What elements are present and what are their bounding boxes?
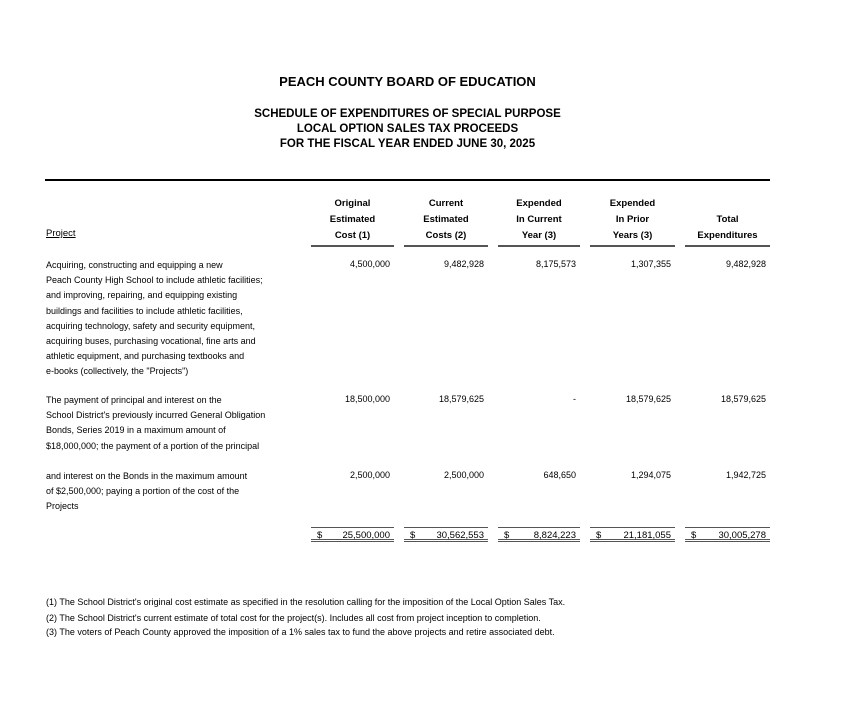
total-amount: 30,562,553 bbox=[436, 530, 484, 541]
subtitle-line: SCHEDULE OF EXPENDITURES OF SPECIAL PURPOSE bbox=[254, 108, 561, 120]
description-line: The payment of principal and interest on the bbox=[46, 395, 222, 405]
description-line: Bonds, Series 2019 in a maximum amount of bbox=[46, 425, 226, 436]
footnote-3: (3) The voters of Peach County approved the imposition of a 1% sales tax to fund the above projects and retire associated debt. bbox=[46, 627, 555, 637]
total-amount: 25,500,000 bbox=[342, 530, 390, 541]
total-cell bbox=[498, 527, 580, 542]
amount-cell: - bbox=[573, 394, 576, 404]
column-header bbox=[590, 196, 675, 247]
currency-symbol: $ bbox=[691, 530, 697, 541]
description-line: of $2,500,000; paying a portion of the cost of the bbox=[46, 486, 240, 497]
divider bbox=[45, 179, 770, 181]
amount-cell: 4,500,000 bbox=[349, 259, 390, 269]
amount-cell: 18,579,625 bbox=[625, 394, 671, 404]
description-line: $18,000,000; the payment of a portion of the principal bbox=[46, 440, 260, 451]
description-line: buildings and facilities to include athletic facilities, bbox=[46, 305, 243, 316]
currency-symbol: $ bbox=[317, 530, 323, 541]
column-header bbox=[311, 196, 394, 247]
description-line: and improving, repairing, and equipping existing bbox=[46, 290, 238, 301]
total-cell bbox=[590, 527, 675, 542]
column-header-line: Original bbox=[334, 198, 371, 209]
organization-title: PEACH COUNTY BOARD OF EDUCATION bbox=[279, 74, 536, 89]
column-header-line: Estimated bbox=[423, 214, 469, 225]
column-header-line bbox=[685, 196, 770, 212]
subtitle-line: LOCAL OPTION SALES TAX PROCEEDS bbox=[296, 123, 519, 135]
amount-cell: 9,482,928 bbox=[725, 259, 766, 269]
amount-cell: 8,175,573 bbox=[535, 259, 576, 269]
total-amount: 21,181,055 bbox=[623, 530, 671, 541]
column-header-line: Expended bbox=[609, 198, 656, 209]
amount-cell: 1,942,725 bbox=[725, 470, 766, 480]
column-header-line: Expenditures bbox=[697, 230, 758, 241]
total-amount: 30,005,278 bbox=[718, 530, 766, 541]
total-cell bbox=[404, 527, 488, 542]
column-header bbox=[685, 196, 770, 247]
currency-symbol: $ bbox=[596, 530, 602, 541]
footnote-2: (2) The School District's current estimate of total cost for the project(s). Includes all cost from project inception to completion. bbox=[46, 613, 541, 623]
total-cell bbox=[311, 527, 394, 542]
column-header-line: In Prior bbox=[615, 214, 650, 225]
column-header-line: Total bbox=[716, 214, 739, 225]
amount-cell: 18,579,625 bbox=[720, 394, 766, 404]
amount-cell: 1,294,075 bbox=[630, 470, 671, 480]
schedule-title bbox=[0, 107, 815, 152]
project-header: Project bbox=[46, 228, 76, 239]
description-line: Acquiring, constructing and equipping a new bbox=[46, 260, 223, 270]
subtitle-line: FOR THE FISCAL YEAR ENDED JUNE 30, 2025 bbox=[279, 138, 536, 150]
column-header bbox=[404, 196, 488, 247]
amount-cell: 2,500,000 bbox=[349, 470, 390, 480]
column-header-line: Current bbox=[428, 198, 464, 209]
project-description bbox=[46, 258, 296, 380]
column-header-line: In Current bbox=[516, 214, 562, 225]
column-header-line: Years (3) bbox=[612, 230, 653, 241]
amount-cell: 2,500,000 bbox=[443, 470, 484, 480]
amount-cell: 18,500,000 bbox=[344, 394, 390, 404]
amount-cell: 18,579,625 bbox=[438, 394, 484, 404]
total-amount: 8,824,223 bbox=[533, 530, 576, 541]
amount-cell: 648,650 bbox=[543, 470, 576, 480]
footnote-1: (1) The School District's original cost estimate as specified in the resolution calling for the imposition of the Local Option Sales Tax. bbox=[46, 597, 566, 607]
description-line: Projects bbox=[46, 501, 79, 512]
column-header-line: Year (3) bbox=[521, 230, 557, 241]
description-line: acquiring technology, safety and security equipment, bbox=[46, 320, 255, 331]
project-description bbox=[46, 469, 296, 515]
description-line: School District's previously incurred General Obligation bbox=[46, 410, 266, 421]
description-line: acquiring buses, purchasing vocational, fine arts and bbox=[46, 336, 256, 347]
project-description bbox=[46, 393, 296, 454]
column-header-line: Costs (2) bbox=[425, 230, 467, 241]
description-line: athletic equipment, and purchasing textbooks and bbox=[46, 351, 245, 362]
currency-symbol: $ bbox=[504, 530, 510, 541]
column-header-line: Estimated bbox=[329, 214, 376, 225]
column-header-line: Expended bbox=[516, 198, 562, 209]
amount-cell: 1,307,355 bbox=[630, 259, 671, 269]
description-line: and interest on the Bonds in the maximum amount bbox=[46, 471, 248, 481]
amount-cell: 9,482,928 bbox=[443, 259, 484, 269]
column-header bbox=[498, 196, 580, 247]
description-line: e-books (collectively, the "Projects") bbox=[46, 366, 189, 377]
column-header-line: Cost (1) bbox=[334, 230, 371, 241]
description-line: Peach County High School to include athletic facilities; bbox=[46, 275, 263, 286]
currency-symbol: $ bbox=[410, 530, 416, 541]
total-cell bbox=[685, 527, 770, 542]
